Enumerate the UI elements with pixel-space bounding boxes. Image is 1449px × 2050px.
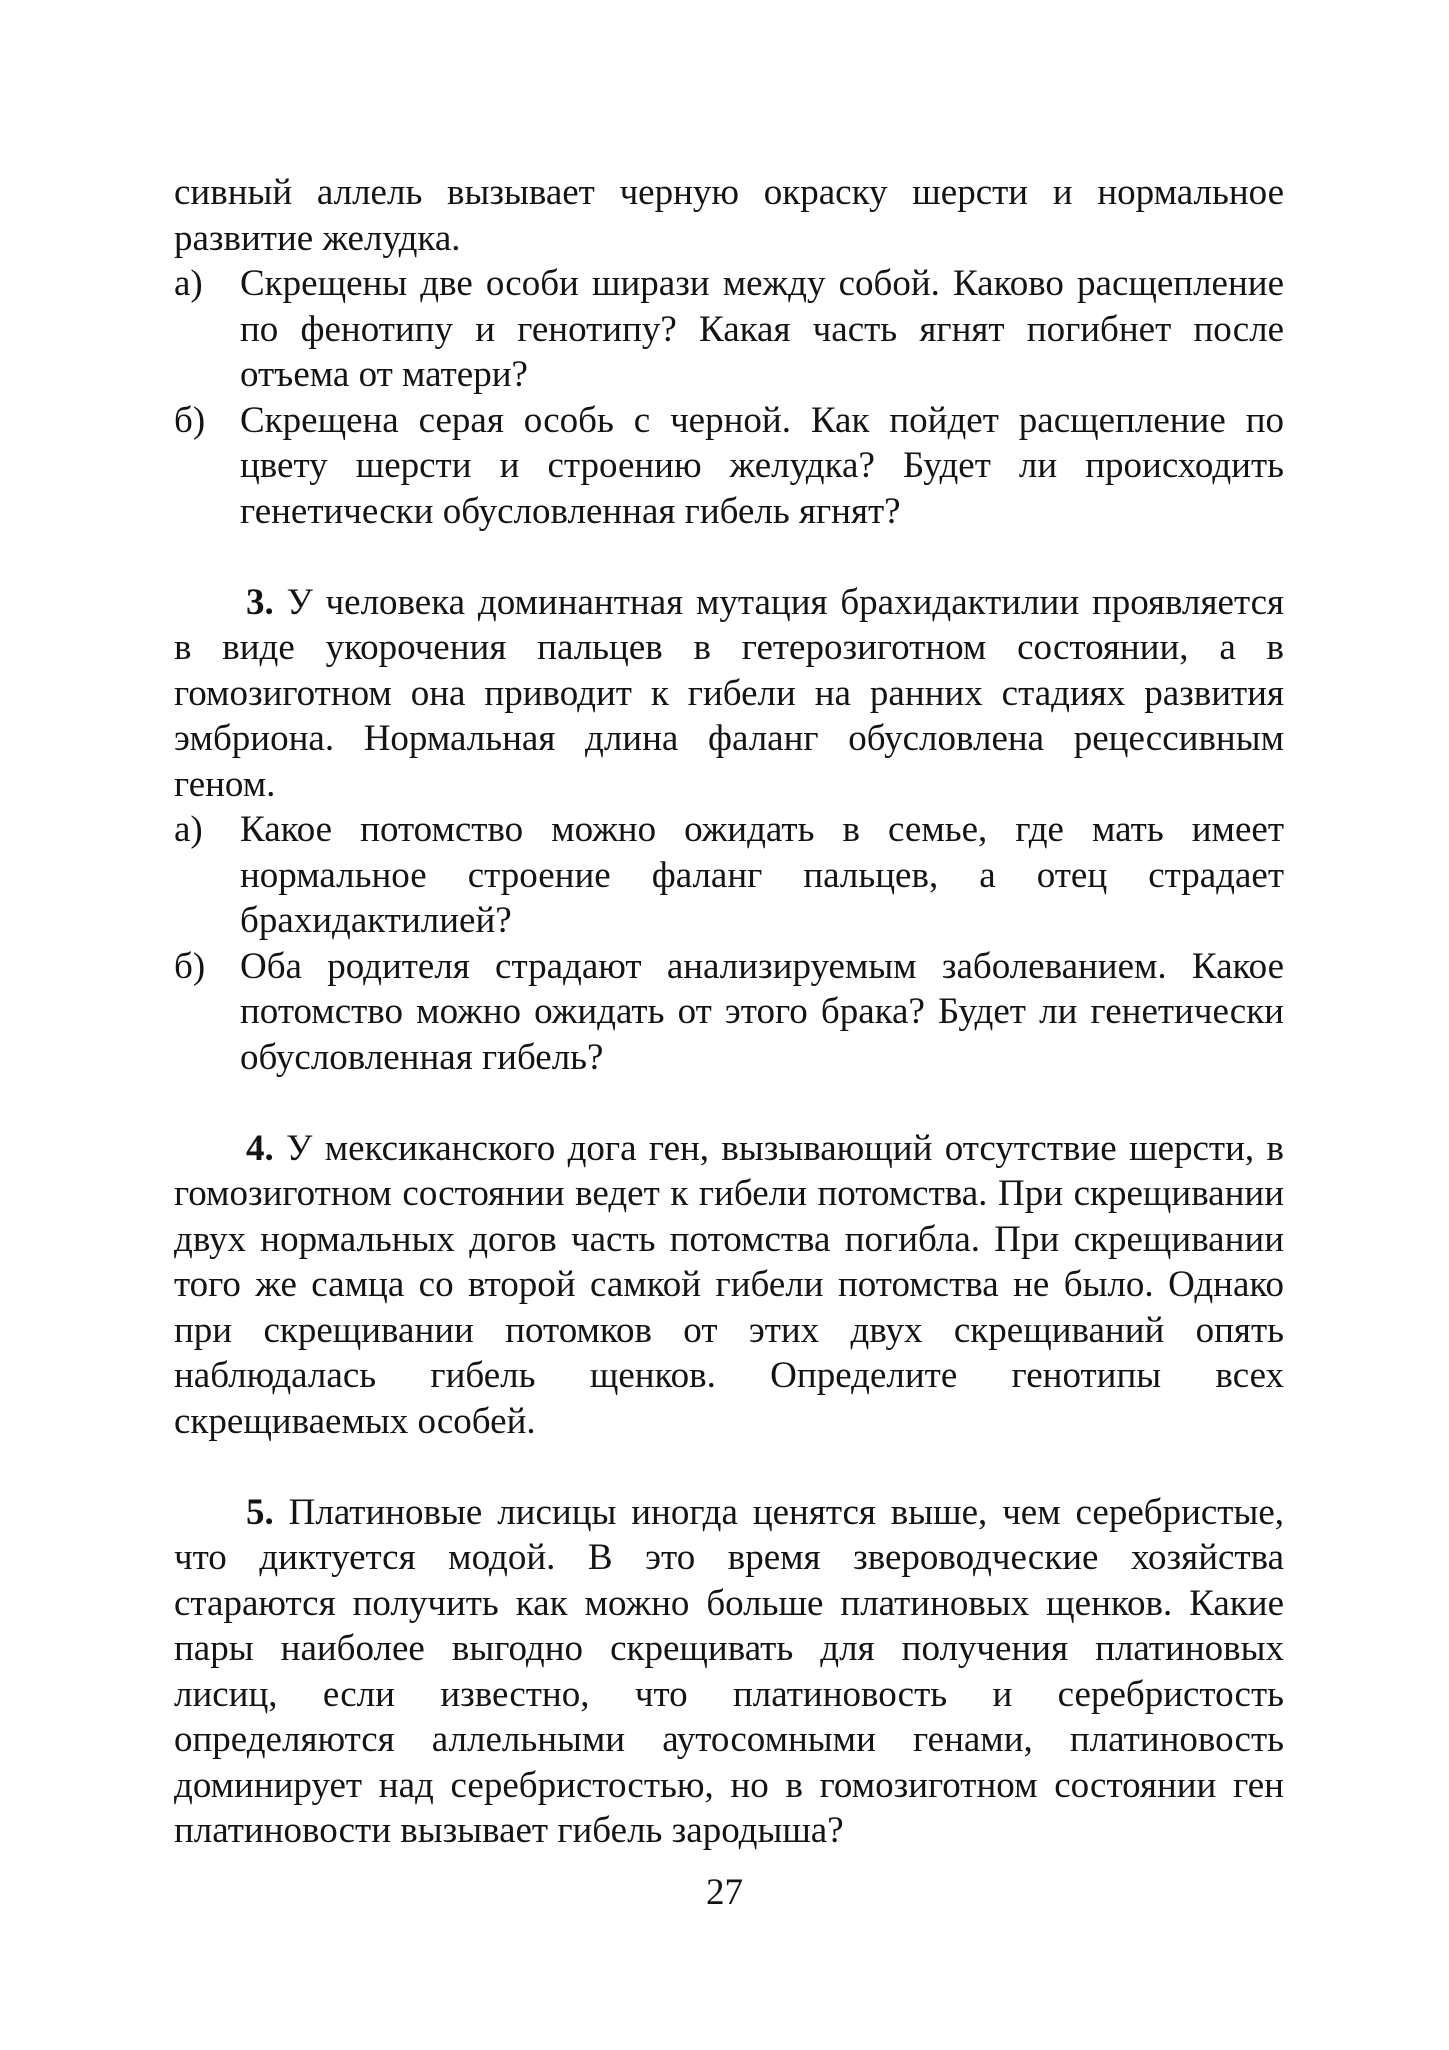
task-text: У человека доминантная мутация брахидактилии проявляется в виде укорочения пальцев в гетерозиготном состоянии, а в гомозиготном она приводит к гибели на ранних стадиях развития эмбриона. Нормальная длина фаланг обусловлена рецессивным геном. — [174, 581, 1285, 805]
list-item — [174, 398, 1284, 535]
subquestion-text: Какое потомство можно ожидать в семье, где мать имеет нормальное строение фаланг пальцев, а отец страдает брахидактилией? — [240, 809, 1284, 941]
section-gap — [174, 1080, 1284, 1126]
page-body — [174, 170, 1284, 1854]
subquestion-text: Скрещены две особи ширази между собой. Каково расщепление по фенотипу и генотипу? Какая часть ягнят погибнет после отъема от матери? — [240, 263, 1284, 395]
task-3-subquestions — [174, 807, 1284, 1080]
subquestion-text: Оба родителя страдают анализируемым заболеванием. Какое потомство можно ожидать от этого брака? Будет ли генетически обусловленная гибель? — [240, 945, 1284, 1078]
task-number: 5. — [246, 1491, 274, 1533]
list-item — [174, 261, 1284, 398]
list-item — [174, 944, 1284, 1081]
task-text: У мексиканского дога ген, вызывающий отсутствие шерсти, в гомозиготном состоянии ведет к гибели потомства. При скрещивании двух нормальных догов часть потомства погибла. При скрещивании того же самца со второй самкой гибели потомства не было. Однако при скрещивании потомков от этих двух скрещиваний опять наблюдалась гибель щенков. Определите генотипы всех скрещиваемых особей. — [174, 1127, 1284, 1442]
list-marker: а) — [174, 809, 203, 850]
task-text: Платиновые лисицы иногда ценятся выше, чем серебристые, что диктуется модой. В это время звероводческие хозяйства стараются получить как можно больше платиновых щенков. Какие пары наиболее выгодно скрещивать для получения платиновых лисиц, если известно, что платиновость и серебристость определяются аллельными аутосомными генами, платиновость доминирует над серебристостью, но в гомозиготном состоянии ген платиновости вызывает гибель зародыша? — [174, 1491, 1284, 1851]
list-marker: б) — [174, 945, 206, 987]
list-marker: б) — [174, 399, 206, 441]
page-number: 27 — [706, 1872, 743, 1913]
section-gap — [174, 1444, 1284, 1490]
task-4-paragraph — [174, 1126, 1284, 1445]
task-number: 3. — [246, 581, 274, 623]
task-5-paragraph — [174, 1490, 1284, 1854]
list-item — [174, 807, 1284, 944]
intro-subquestions — [174, 261, 1284, 534]
task-number: 4. — [246, 1127, 274, 1169]
task-3-paragraph — [174, 580, 1284, 808]
subquestion-text: Скрещена серая особь с черной. Как пойдет расщепление по цвету шерсти и строению желудка? Будет ли происходить генетически обусловленная гибель ягнят? — [240, 399, 1284, 532]
intro-paragraph: сивный аллель вызывает черную окраску шерсти и нормальное развитие желудка. — [174, 172, 1284, 259]
section-gap — [174, 534, 1284, 580]
list-marker: а) — [174, 263, 203, 304]
